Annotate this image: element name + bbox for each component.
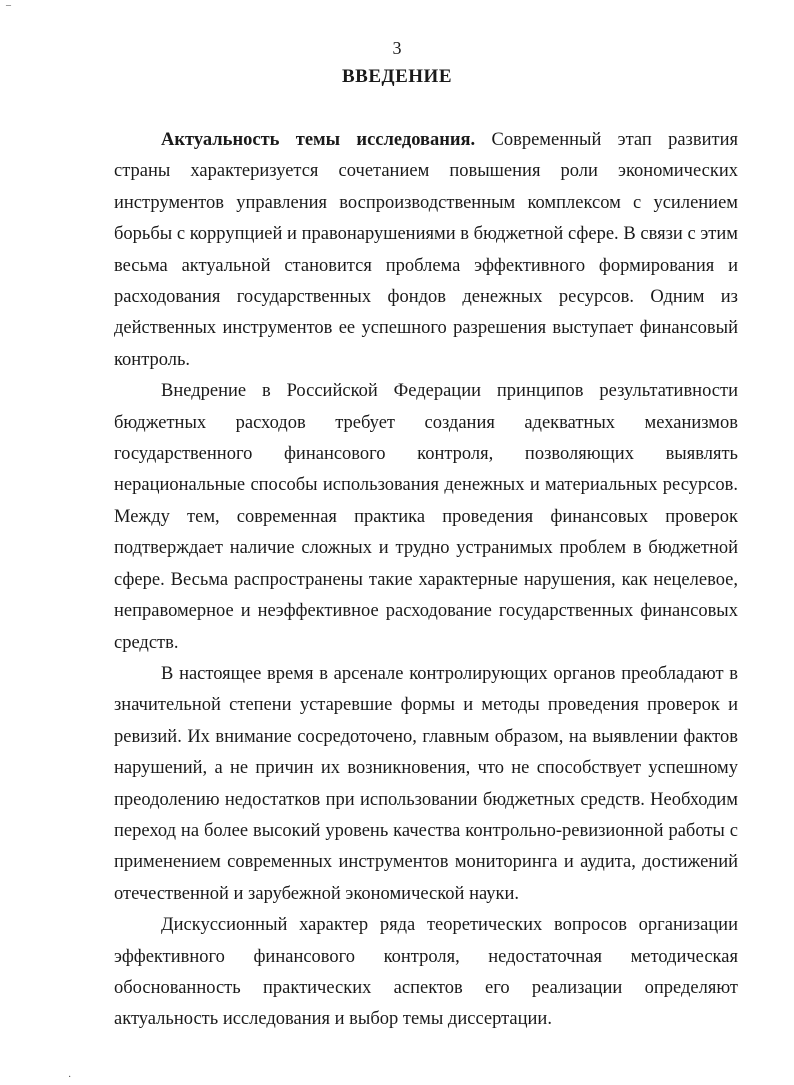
page-number: 3 [392, 38, 402, 58]
scan-mark: · [68, 1072, 72, 1083]
paragraph-text: В настоящее время в арсенале контролирующих органов преобладают в значительной степени устаревшие формы и методы проведения проверок и ревизий. Их внимание сосредоточено, главным образом, на выявлении фактов нарушений, а не причин их возникновения, что не способствует успешному преодолению недостатков при использовании бюджетных средств. Необходим переход на более высокий уровень качества контрольно-ревизионной работы с применением современных инструментов мониторинга и аудита, достижений отечественной и зарубежной экономической науки. [114, 663, 738, 904]
paragraph-3 [114, 659, 738, 910]
paragraph-text: Внедрение в Российской Федерации принципов результативности бюджетных расходов требует создания адекватных механизмов государственного финансового контроля, позволяющих выявлять нерациональные способы использования денежных и материальных ресурсов. Между тем, современная практика проведения финансовых проверок подтверждает наличие сложных и трудно устранимых проблем в бюджетной сфере. Весьма распространены такие характерные нарушения, как нецелевое, неправомерное и неэффективное расходование государственных финансовых средств. [114, 381, 738, 653]
body-text [114, 125, 738, 1036]
paragraph-text: Современный этап развития страны характеризуется сочетанием повышения роли экономических инструментов управления воспроизводственным комплексом с усилением борьбы с коррупцией и правонарушениями в бюджетной сфере. В связи с этим весьма актуальной становится проблема эффективного формирования и расходования государственных фондов денежных ресурсов. Одним из действенных инструментов ее успешного разрешения выступает финансовый контроль. [114, 130, 738, 370]
paragraph-text: Дискуссионный характер ряда теоретических вопросов организации эффективного финансового контроля, недостаточная методическая обоснованность практических аспектов его реализации определяют актуальность исследования и выбор темы диссертации. [114, 915, 738, 1030]
paragraph-lead: Актуальность темы исследования. [161, 130, 476, 150]
section-heading: ВВЕДЕНИЕ [342, 66, 452, 87]
scan-mark: ‒ [6, 0, 11, 11]
paragraph-2 [114, 376, 738, 659]
paragraph-1 [114, 125, 738, 376]
paragraph-4 [114, 910, 738, 1036]
